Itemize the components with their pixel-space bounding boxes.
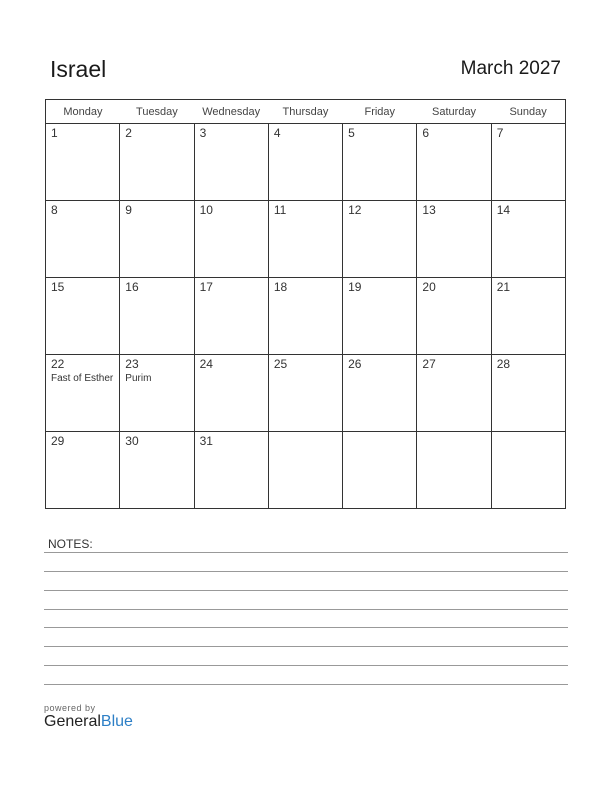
- week-row: [46, 278, 566, 355]
- day-cell: [417, 124, 491, 201]
- country-title: Israel: [50, 56, 107, 82]
- note-line: [44, 646, 568, 647]
- day-number: 22: [51, 357, 65, 371]
- week-row: [46, 124, 566, 201]
- note-line: [44, 571, 568, 572]
- day-number: 11: [273, 203, 287, 217]
- day-cell: [268, 432, 342, 509]
- day-number: 5: [348, 126, 355, 140]
- day-cell: [194, 432, 268, 509]
- day-number: 26: [348, 357, 362, 371]
- day-number: 20: [422, 280, 436, 294]
- day-number: 7: [496, 126, 504, 140]
- brand-logo: [44, 703, 133, 731]
- weekday-saturday: Saturday: [417, 100, 491, 124]
- week-row: [46, 355, 566, 432]
- day-cell: [343, 355, 417, 432]
- day-cell: [46, 124, 120, 201]
- holiday-label: Fast of Esther: [51, 373, 114, 384]
- day-cell: [417, 432, 491, 509]
- day-cell: [120, 124, 194, 201]
- weekday-thursday: Thursday: [268, 100, 342, 124]
- day-cell: [268, 355, 342, 432]
- day-cell: [46, 278, 120, 355]
- note-line: [44, 552, 568, 553]
- day-number: 17: [199, 280, 213, 294]
- day-number: 12: [348, 203, 362, 217]
- day-cell: [46, 355, 120, 432]
- note-line: [44, 665, 568, 666]
- day-number: 10: [199, 203, 213, 217]
- day-cell: [491, 201, 565, 278]
- day-number: 28: [496, 357, 511, 371]
- day-cell: [46, 201, 120, 278]
- day-cell: [343, 278, 417, 355]
- weekday-header-row: [46, 100, 566, 124]
- day-number: 3: [199, 126, 207, 140]
- powered-by-text: powered by: [44, 703, 96, 713]
- weekday-wednesday: Wednesday: [194, 100, 268, 124]
- day-number: 4: [273, 126, 281, 140]
- day-number: 31: [199, 434, 213, 448]
- day-number: 9: [125, 203, 132, 217]
- day-cell: [491, 124, 565, 201]
- day-number: 23: [125, 357, 139, 371]
- day-number: 21: [496, 280, 511, 294]
- day-cell: [120, 355, 194, 432]
- day-cell: [417, 278, 491, 355]
- day-number: 29: [51, 434, 65, 448]
- day-cell: [194, 201, 268, 278]
- weekday-monday: Monday: [46, 100, 120, 124]
- day-number: 27: [422, 357, 436, 371]
- brand-name: [44, 713, 133, 731]
- day-number: 15: [51, 280, 65, 294]
- day-cell: [194, 278, 268, 355]
- week-row: [46, 432, 566, 509]
- month-title: March 2027: [460, 58, 561, 79]
- day-cell: [343, 124, 417, 201]
- weekday-sunday: Sunday: [491, 100, 565, 124]
- day-cell: [417, 355, 491, 432]
- notes-label: NOTES:: [48, 537, 93, 551]
- day-cell: [120, 432, 194, 509]
- day-number: 24: [199, 357, 213, 371]
- day-number: 30: [125, 434, 139, 448]
- day-number: 14: [496, 203, 511, 217]
- day-cell: [120, 278, 194, 355]
- day-cell: [491, 278, 565, 355]
- day-cell: [491, 355, 565, 432]
- day-number: 8: [51, 203, 58, 217]
- day-cell: [194, 355, 268, 432]
- day-cell: [194, 124, 268, 201]
- calendar-grid: [45, 99, 566, 509]
- note-line: [44, 684, 568, 685]
- day-cell: [268, 124, 342, 201]
- brand-name-part2: Blue: [100, 713, 133, 730]
- day-number: 18: [273, 280, 288, 294]
- day-number: 2: [125, 126, 132, 140]
- day-number: 6: [422, 126, 430, 140]
- day-cell: [343, 432, 417, 509]
- day-cell: [268, 278, 342, 355]
- day-number: 25: [273, 357, 288, 371]
- note-line: [44, 627, 568, 628]
- day-cell: [46, 432, 120, 509]
- note-line: [44, 609, 568, 610]
- week-row: [46, 201, 566, 278]
- weekday-tuesday: Tuesday: [120, 100, 194, 124]
- day-cell: [268, 201, 342, 278]
- note-line: [44, 590, 568, 591]
- holiday-label: Purim: [125, 373, 152, 384]
- day-number: 19: [348, 280, 362, 294]
- day-cell: [343, 201, 417, 278]
- day-number: 1: [51, 126, 58, 140]
- day-cell: [491, 432, 565, 509]
- day-cell: [120, 201, 194, 278]
- day-number: 16: [125, 280, 139, 294]
- day-cell: [417, 201, 491, 278]
- day-number: 13: [422, 203, 436, 217]
- weekday-friday: Friday: [343, 100, 417, 124]
- brand-name-part1: General: [44, 713, 101, 730]
